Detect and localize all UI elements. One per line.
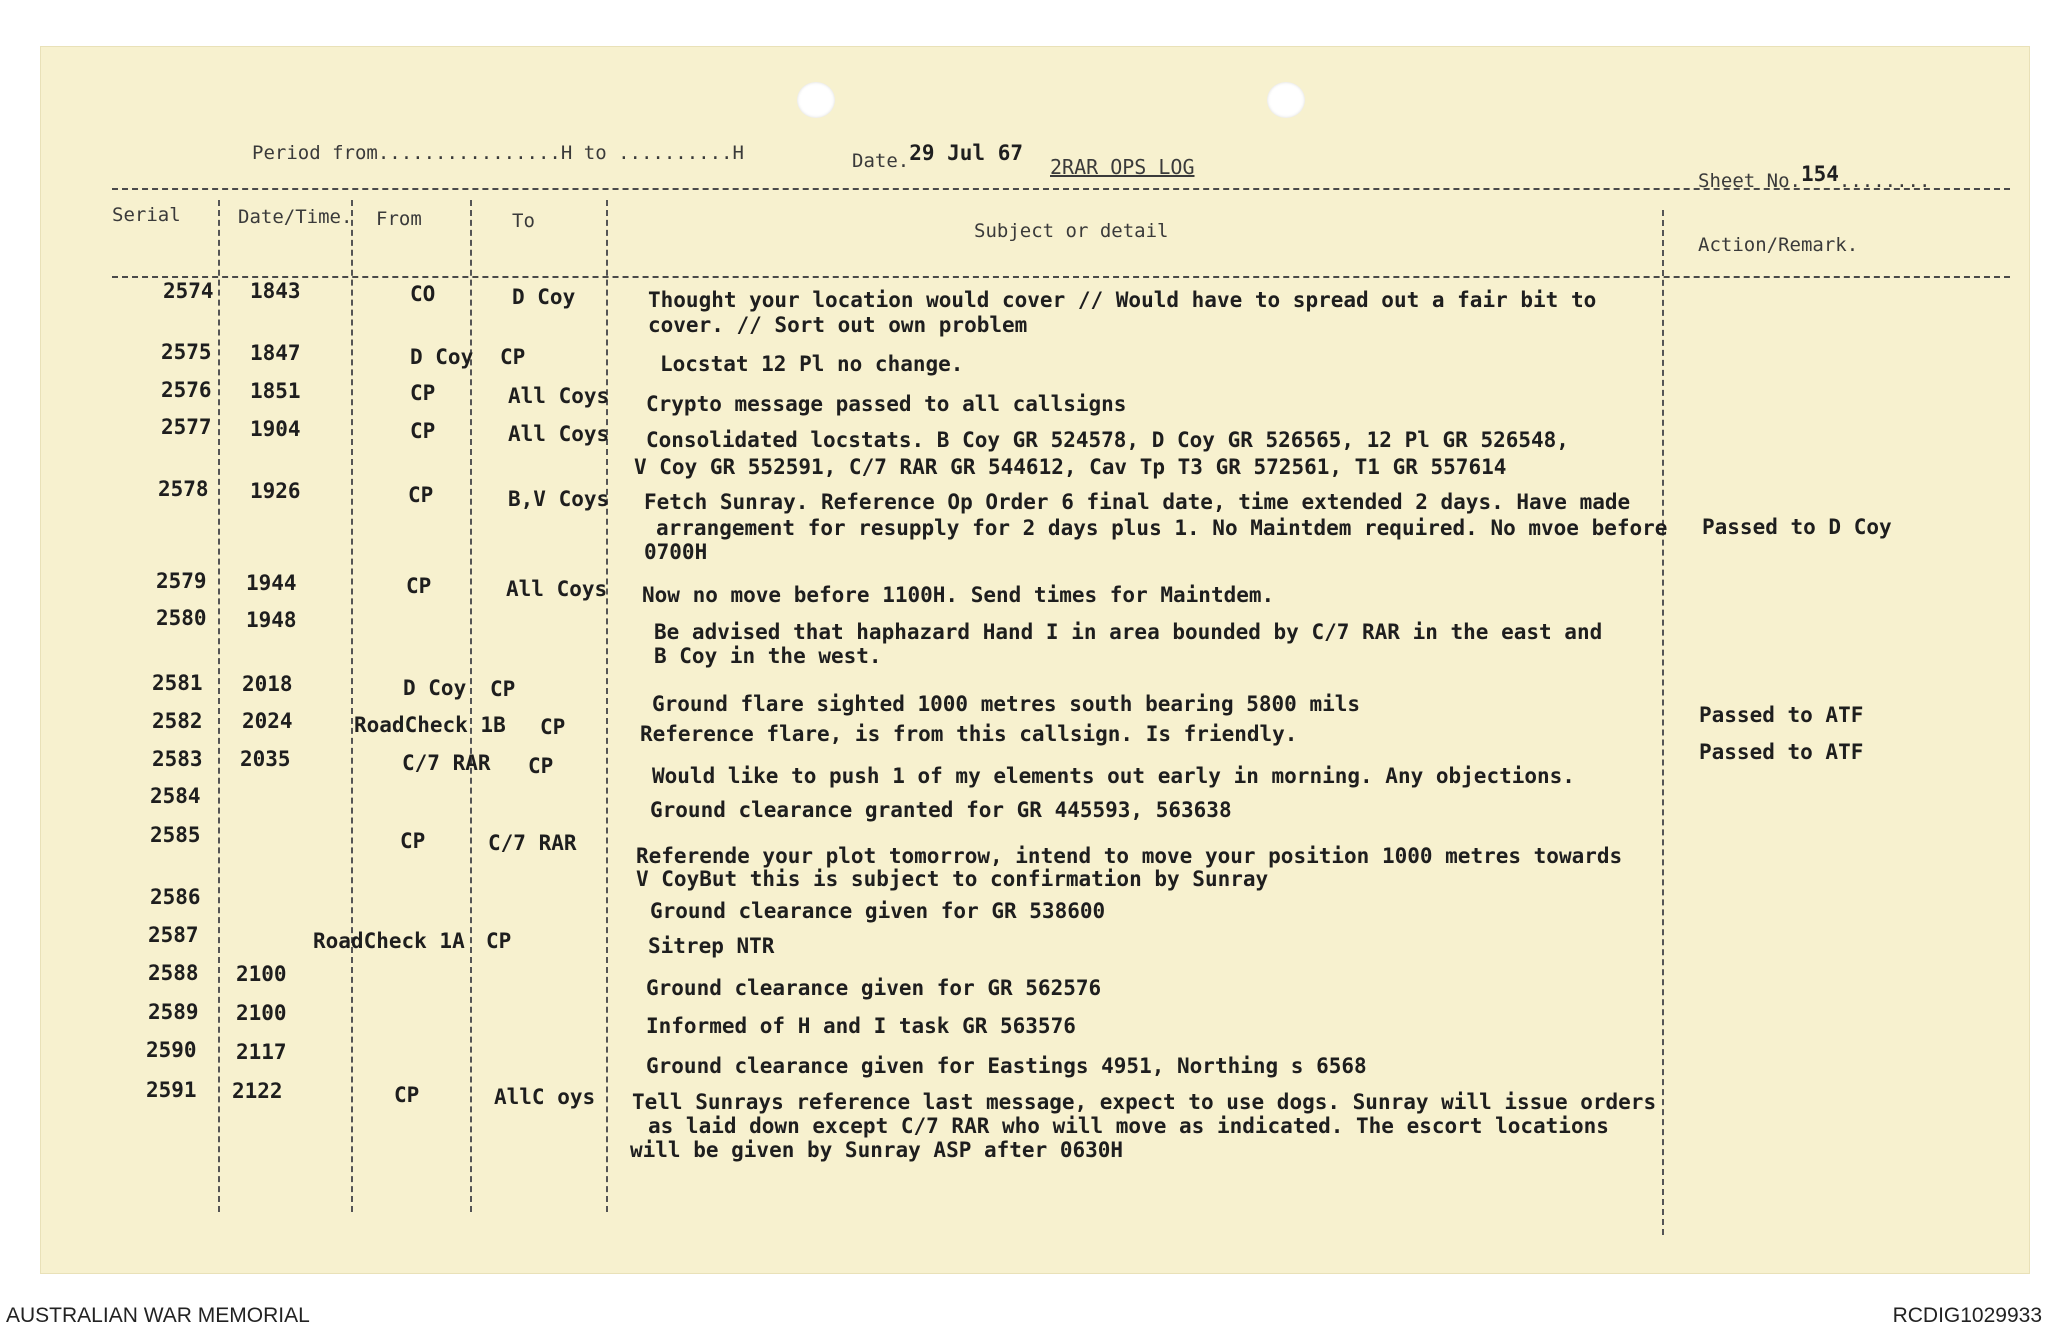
detail-2585-line2: V CoyBut this is subject to confirmation by Sunray bbox=[636, 867, 1269, 891]
to-2574: D Coy bbox=[512, 285, 576, 309]
date-value: 29 Jul 67 bbox=[909, 141, 1023, 165]
time-2591: 2122 bbox=[232, 1079, 283, 1103]
time-2577: 1904 bbox=[250, 417, 301, 441]
detail-2581-line1: Ground flare sighted 1000 metres south bearing 5800 mils bbox=[652, 692, 1361, 716]
divider-action bbox=[1662, 210, 1664, 1235]
to-2577: All Coys bbox=[508, 422, 610, 446]
to-2591: AllC oys bbox=[494, 1085, 596, 1109]
punch-hole-right bbox=[1267, 82, 1305, 118]
to-2582: CP bbox=[540, 715, 566, 739]
serial-2587: 2587 bbox=[148, 923, 199, 947]
detail-2575-line1: Locstat 12 Pl no change. bbox=[660, 352, 964, 376]
action-2582: Passed to ATF bbox=[1699, 703, 1864, 727]
detail-2583-line1: Would like to push 1 of my elements out early in morning. Any objections. bbox=[652, 764, 1575, 788]
detail-2585-line1: Referende your plot tomorrow, intend to move your position 1000 metres towards bbox=[636, 844, 1623, 868]
detail-2577-line1: Consolidated locstats. B Coy GR 524578, D Coy GR 526565, 12 Pl GR 526548, bbox=[646, 428, 1569, 452]
from-2579: CP bbox=[406, 574, 432, 598]
sheet-label: Sheet No. bbox=[1698, 170, 1801, 192]
log-title bbox=[1050, 155, 1195, 179]
serial-2591: 2591 bbox=[146, 1078, 197, 1102]
detail-2578-line2: arrangement for resupply for 2 days plus 1. No Maintdem required. No mvoe before bbox=[656, 516, 1668, 540]
serial-2583: 2583 bbox=[152, 747, 203, 771]
serial-2585: 2585 bbox=[150, 823, 201, 847]
detail-2580-line2: B Coy in the west. bbox=[654, 644, 882, 668]
to-2575: CP bbox=[500, 345, 526, 369]
serial-2574: 2574 bbox=[163, 279, 214, 303]
detail-2587-line1: Sitrep NTR bbox=[648, 934, 775, 958]
col-subject: Subject or detail bbox=[974, 220, 1169, 242]
serial-2580: 2580 bbox=[156, 606, 207, 630]
serial-2589: 2589 bbox=[148, 1000, 199, 1024]
detail-2582-line1: Reference flare, is from this callsign. Is friendly. bbox=[640, 722, 1298, 746]
period-field bbox=[252, 142, 744, 164]
detail-2577-line2: V Coy GR 552591, C/7 RAR GR 544612, Cav Tp T3 GR 572561, T1 GR 557614 bbox=[634, 455, 1507, 479]
to-2581: CP bbox=[490, 677, 516, 701]
header-rule-bottom bbox=[112, 276, 2010, 278]
serial-2575: 2575 bbox=[161, 340, 212, 364]
time-2582: 2024 bbox=[242, 709, 293, 733]
time-2581: 2018 bbox=[242, 672, 293, 696]
detail-2591-line2: as laid down except C/7 RAR who will move as indicated. The escort locations bbox=[648, 1114, 1609, 1138]
from-2583: C/7 RAR bbox=[402, 751, 491, 775]
action-2583: Passed to ATF bbox=[1699, 740, 1864, 764]
to-2576: All Coys bbox=[508, 384, 610, 408]
from-2585: CP bbox=[400, 829, 426, 853]
detail-2574-line2: cover. // Sort out own problem bbox=[648, 313, 1028, 337]
to-2585: C/7 RAR bbox=[488, 831, 577, 855]
to-2579: All Coys bbox=[506, 577, 608, 601]
sheet-value: 154 bbox=[1800, 162, 1839, 186]
time-2579: 1944 bbox=[246, 571, 297, 595]
serial-2582: 2582 bbox=[152, 709, 203, 733]
serial-2579: 2579 bbox=[156, 569, 207, 593]
time-2580: 1948 bbox=[246, 608, 297, 632]
detail-2591-line3: will be given by Sunray ASP after 0630H bbox=[630, 1138, 1124, 1162]
h-end-label: H bbox=[732, 142, 744, 164]
detail-2578-line3: 0700H bbox=[644, 540, 708, 564]
serial-2584: 2584 bbox=[150, 784, 201, 808]
from-2587: RoadCheck 1A bbox=[313, 929, 465, 953]
col-serial: Serial bbox=[112, 204, 181, 226]
col-datetime: Date/Time. bbox=[238, 206, 353, 228]
time-2575: 1847 bbox=[250, 341, 301, 365]
detail-2591-line1: Tell Sunrays reference last message, expect to use dogs. Sunray will issue orders bbox=[632, 1090, 1657, 1114]
divider-to bbox=[606, 200, 608, 1212]
detail-2586-line1: Ground clearance given for GR 538600 bbox=[650, 899, 1106, 923]
footer-record-id: RCDIG1029933 bbox=[1892, 1304, 2042, 1327]
h-to-label: H to bbox=[560, 142, 607, 164]
detail-2579-line1: Now no move before 1100H. Send times for Maintdem. bbox=[642, 583, 1275, 607]
period-dots: ................ bbox=[377, 142, 561, 164]
col-from: From bbox=[376, 208, 422, 230]
to-2587: CP bbox=[486, 929, 512, 953]
date-field bbox=[852, 141, 1023, 172]
serial-2590: 2590 bbox=[146, 1038, 197, 1062]
sheet-dots: ........ bbox=[1838, 170, 1931, 192]
header-rule-top bbox=[112, 188, 2010, 190]
from-2575: D Coy bbox=[410, 345, 474, 369]
time-2590: 2117 bbox=[236, 1040, 287, 1064]
detail-2574-line1: Thought your location would cover // Would have to spread out a fair bit to bbox=[648, 288, 1597, 312]
from-2578: CP bbox=[408, 483, 434, 507]
date-label: Date. bbox=[852, 150, 910, 172]
detail-2578-line1: Fetch Sunray. Reference Op Order 6 final date, time extended 2 days. Have made bbox=[644, 490, 1631, 514]
footer-archive-label: AUSTRALIAN WAR MEMORIAL bbox=[6, 1304, 310, 1327]
detail-2580-line1: Be advised that haphazard Hand I in area bounded by C/7 RAR in the east and bbox=[654, 620, 1603, 644]
h-dots: .......... bbox=[618, 142, 733, 164]
from-2577: CP bbox=[410, 419, 436, 443]
col-action: Action/Remark. bbox=[1698, 234, 1859, 256]
serial-2586: 2586 bbox=[150, 885, 201, 909]
to-2578: B,V Coys bbox=[508, 487, 610, 511]
col-to: To bbox=[512, 210, 535, 232]
divider-serial bbox=[218, 200, 220, 1212]
from-2574: CO bbox=[410, 282, 436, 306]
time-2589: 2100 bbox=[236, 1001, 287, 1025]
to-2583: CP bbox=[528, 754, 554, 778]
action-2578: Passed to D Coy bbox=[1702, 515, 1892, 539]
detail-2588-line1: Ground clearance given for GR 562576 bbox=[646, 976, 1102, 1000]
punch-hole-left bbox=[797, 82, 835, 118]
serial-2578: 2578 bbox=[158, 477, 209, 501]
divider-time bbox=[351, 200, 353, 1212]
period-label: Period from bbox=[252, 142, 378, 164]
serial-2581: 2581 bbox=[152, 671, 203, 695]
detail-2584-line1: Ground clearance granted for GR 445593, 563638 bbox=[650, 798, 1232, 822]
from-2581: D Coy bbox=[403, 676, 467, 700]
from-2576: CP bbox=[410, 381, 436, 405]
from-2591: CP bbox=[394, 1083, 420, 1107]
detail-2590-line1: Ground clearance given for Eastings 4951, Northing s 6568 bbox=[646, 1054, 1367, 1078]
serial-2588: 2588 bbox=[148, 961, 199, 985]
time-2578: 1926 bbox=[250, 479, 301, 503]
from-2582: RoadCheck 1B bbox=[354, 713, 506, 737]
time-2576: 1851 bbox=[250, 379, 301, 403]
serial-2576: 2576 bbox=[161, 378, 212, 402]
serial-2577: 2577 bbox=[161, 415, 212, 439]
log-title-text: 2RAR OPS LOG bbox=[1050, 155, 1195, 179]
detail-2576-line1: Crypto message passed to all callsigns bbox=[646, 392, 1127, 416]
time-2574: 1843 bbox=[250, 279, 301, 303]
time-2583: 2035 bbox=[240, 747, 291, 771]
detail-2589-line1: Informed of H and I task GR 563576 bbox=[646, 1014, 1076, 1038]
time-2588: 2100 bbox=[236, 962, 287, 986]
